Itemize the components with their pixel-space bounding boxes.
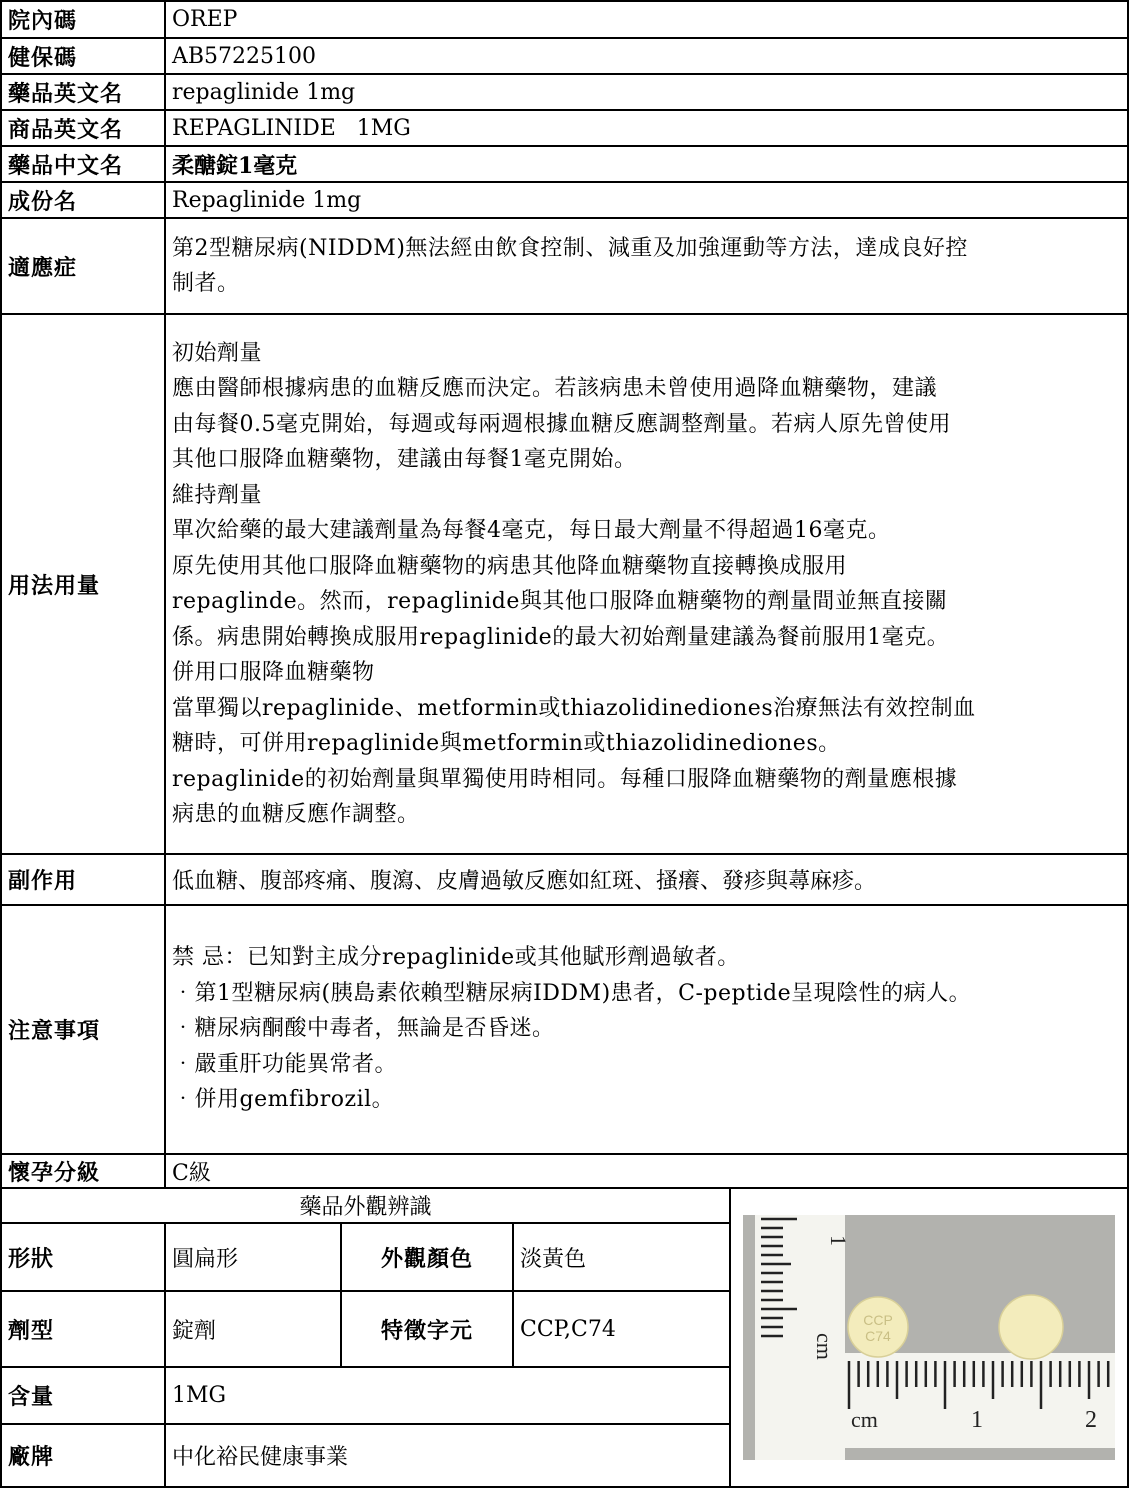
- ruler-vertical-unit: cm: [812, 1333, 837, 1360]
- dosage-line: 原先使用其他口服降血糖藥物的病患其他降血糖藥物直接轉換成服用: [172, 553, 848, 579]
- color-value: 淡黃色: [520, 1246, 587, 1272]
- dosage-line: 由每餐0.5毫克開始，每週或每兩週根據血糖反應調整劑量。若病人原先曾使用: [172, 411, 951, 437]
- drug-zh-name-label: 藥品中文名: [8, 152, 124, 179]
- ruler-mark-2: 2: [1085, 1407, 1097, 1433]
- indication-label: 適應症: [8, 254, 78, 281]
- dosage-line: repaglinde。然而，repaglinide與其他口服降血糖藥物的劑量間並無直接關: [172, 589, 948, 614]
- tablet-photo-svg: [743, 1215, 1115, 1460]
- ingredient-label: 成份名: [8, 188, 78, 215]
- strength-value: 1MG: [172, 1383, 227, 1408]
- dosage-line: 其他口服降血糖藥物，建議由每餐1毫克開始。: [172, 447, 637, 472]
- dosage-line: 單次給藥的最大建議劑量為每餐4毫克，每日最大劑量不得超過16毫克。: [172, 518, 891, 543]
- dosage-line: 糖時，可併用repaglinide與metformin或thiazolidinediones。: [172, 731, 841, 756]
- precaution-line: ‧糖尿病酮酸中毒者，無論是否昏迷。: [172, 1016, 555, 1041]
- color-label: 外觀顏色: [380, 1245, 473, 1272]
- precaution-line: ‧併用gemfibrozil。: [172, 1087, 395, 1112]
- nhi-code-value: AB57225100: [172, 43, 317, 69]
- form-label: 劑型: [8, 1317, 55, 1344]
- dosage-line: 係。病患開始轉換成服用repaglinide的最大初始劑量建議為餐前服用1毫克。: [172, 624, 950, 650]
- divider: [729, 1187, 731, 1488]
- dosage-line: 併用口服降血糖藥物: [172, 660, 375, 685]
- dosage-text: [166, 315, 1126, 853]
- brand-en-name-label: 商品英文名: [8, 116, 124, 143]
- dosage-line: 初始劑量: [172, 340, 263, 366]
- ruler-vertical-mark: 1: [826, 1235, 851, 1246]
- drug-zh-name-value: 柔醣錠1毫克: [172, 152, 298, 179]
- tablet-back: [999, 1295, 1063, 1359]
- precautions-label: 注意事項: [8, 1018, 101, 1044]
- indication-line: 第2型糖尿病(NIDDM)無法經由飲食控制、減重及加強運動等方法，達成良好控: [172, 235, 968, 261]
- tablet-imprint-line2: C74: [865, 1328, 891, 1344]
- nhi-code-label: 健保碼: [8, 44, 78, 71]
- precaution-line: ‧第1型糖尿病(胰島素依賴型糖尿病IDDM)患者，C-peptide呈現陰性的病人。: [172, 980, 972, 1006]
- maker-value: 中化裕民健康事業: [172, 1445, 349, 1470]
- tablet-photo: [743, 1215, 1115, 1460]
- brand-en-name-value: REPAGLINIDE 1MG: [172, 115, 411, 141]
- dosage-line: 病患的血糖反應作調整。: [172, 802, 420, 827]
- dosage-label: 用法用量: [8, 572, 101, 599]
- appearance-header: 藥品外觀辨識: [299, 1195, 432, 1220]
- dosage-line: 當單獨以repaglinide、metformin或thiazolidinediones治療無法有效控制血: [172, 695, 976, 721]
- ingredient-value: Repaglinide 1mg: [172, 187, 362, 213]
- form-value: 錠劑: [172, 1318, 217, 1344]
- marking-label: 特徵字元: [380, 1317, 473, 1344]
- pregnancy-label: 懷孕分級: [8, 1159, 101, 1186]
- hospital-code-label: 院內碼: [8, 8, 78, 34]
- pregnancy-value: C級: [172, 1160, 211, 1186]
- indication-line: 制者。: [172, 271, 240, 296]
- maker-label: 廠牌: [8, 1444, 55, 1470]
- precautions-text: [166, 906, 1126, 1153]
- drug-en-name-value: repaglinide 1mg: [172, 79, 356, 105]
- ruler-mark-1: 1: [971, 1407, 983, 1433]
- dosage-line: 維持劑量: [172, 482, 263, 508]
- precaution-line: ‧嚴重肝功能異常者。: [172, 1051, 398, 1077]
- shape-value: 圓扁形: [172, 1246, 239, 1272]
- indication-text: [166, 219, 1126, 313]
- dosage-line: repaglinide的初始劑量與單獨使用時相同。每種口服降血糖藥物的劑量應根據: [172, 766, 958, 792]
- strength-label: 含量: [8, 1384, 55, 1410]
- ruler-horizontal-unit: cm: [851, 1407, 878, 1432]
- side-effects-label: 副作用: [8, 868, 78, 894]
- marking-value: CCP,C74: [520, 1316, 616, 1342]
- shape-label: 形狀: [8, 1245, 55, 1272]
- precaution-line: 禁 忌：已知對主成分repaglinide或其他賦形劑過敏者。: [172, 945, 740, 970]
- dosage-line: 應由醫師根據病患的血糖反應而決定。若該病患未曾使用過降血糖藥物，建議: [172, 376, 938, 401]
- hospital-code-value: OREP: [172, 7, 238, 32]
- drug-en-name-label: 藥品英文名: [8, 80, 124, 107]
- side-effects-value: 低血糖、腹部疼痛、腹瀉、皮膚過敏反應如紅斑、搔癢、發疹與蕁麻疹。: [172, 869, 877, 894]
- tablet-imprint-line1: CCP: [863, 1312, 893, 1328]
